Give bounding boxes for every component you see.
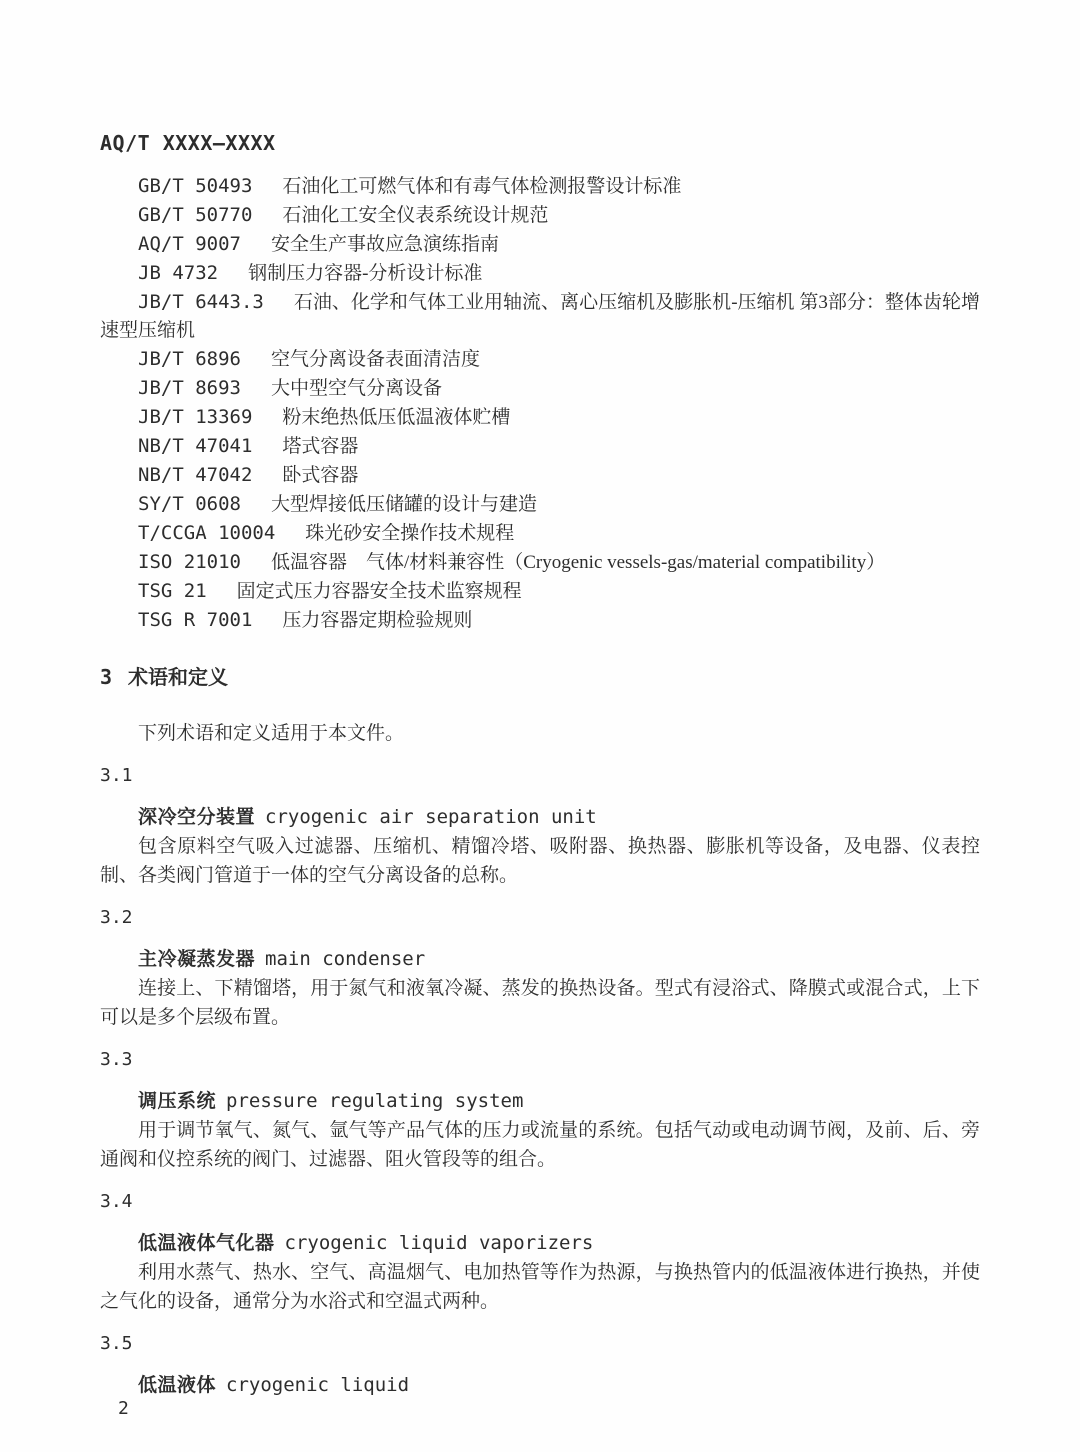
- term-number: 3.1: [100, 765, 133, 786]
- section-intro: 下列术语和定义适用于本文件。: [138, 723, 405, 744]
- term-number: 3.4: [100, 1191, 133, 1212]
- term-definition: 连接上、下精馏塔，用于氮气和液氧冷凝、蒸发的换热设备。型式有浸浴式、降膜式或混合式，上下可以是多个层级布置。: [100, 978, 980, 1028]
- reference-code: GB/T 50770: [138, 204, 253, 226]
- term-block: [100, 1187, 980, 1316]
- term-heading: [100, 803, 980, 832]
- reference-item: [100, 345, 980, 374]
- reference-title: 安全生产事故应急演练指南: [270, 234, 499, 255]
- term-block: [100, 1329, 980, 1400]
- reference-item: [100, 374, 980, 403]
- term-heading: [100, 1371, 980, 1400]
- reference-title: 钢制压力容器-分析设计标准: [248, 263, 483, 284]
- reference-code: JB/T 13369: [138, 406, 253, 428]
- reference-title: 空气分离设备表面清洁度: [270, 349, 480, 370]
- term-definition: 用于调节氧气、氮气、氩气等产品气体的压力或流量的系统。包括气动或电动调节阀，及前、后、旁通阀和仪控系统的阀门、过滤器、阻火管段等的组合。: [100, 1120, 980, 1170]
- term-name-zh: 调压系统: [138, 1091, 217, 1112]
- term-definition: 包含原料空气吸入过滤器、压缩机、精馏冷塔、吸附器、换热器、膨胀机等设备，及电器、仪表控制、各类阀门管道于一体的空气分离设备的总称。: [100, 836, 980, 886]
- reference-code: TSG R 7001: [138, 609, 253, 631]
- reference-code: JB/T 6896: [138, 348, 241, 370]
- reference-title: 压力容器定期检验规则: [282, 610, 473, 631]
- term-heading: [100, 1087, 980, 1116]
- reference-title: 大中型空气分离设备: [270, 378, 442, 399]
- reference-item: [100, 606, 980, 635]
- reference-title: 石油化工可燃气体和有毒气体检测报警设计标准: [282, 176, 682, 197]
- reference-code: AQ/T 9007: [138, 233, 241, 255]
- term-name-en: main condenser: [265, 948, 426, 970]
- reference-item: [100, 432, 980, 461]
- reference-code: JB 4732: [138, 262, 219, 284]
- reference-title: 石油、化学和气体工业用轴流、离心压缩机及膨胀机-压缩机 第3部分：整体齿轮增速型压缩机: [100, 292, 980, 341]
- reference-item: [100, 403, 980, 432]
- reference-title: 粉末绝热低压低温液体贮槽: [282, 407, 511, 428]
- reference-item: [100, 461, 980, 490]
- reference-code: JB/T 6443.3: [138, 291, 264, 313]
- reference-title: 卧式容器: [282, 465, 359, 486]
- reference-title: 珠光砂安全操作技术规程: [305, 523, 515, 544]
- reference-item: [100, 172, 980, 201]
- reference-item: [100, 288, 980, 345]
- reference-item: [100, 548, 980, 577]
- term-heading: [100, 945, 980, 974]
- term-block: [100, 761, 980, 890]
- term-name-en: cryogenic air separation unit: [265, 806, 597, 828]
- references-list: [100, 172, 980, 635]
- term-block: [100, 903, 980, 1032]
- reference-code: T/CCGA 10004: [138, 522, 276, 544]
- term-name-en: cryogenic liquid: [226, 1374, 410, 1396]
- term-block: [100, 1045, 980, 1174]
- term-name-en: cryogenic liquid vaporizers: [284, 1232, 594, 1254]
- reference-title: 固定式压力容器安全技术监察规程: [236, 581, 522, 602]
- page-number: 2: [118, 1398, 129, 1419]
- reference-title: 塔式容器: [282, 436, 359, 457]
- section-title: 术语和定义: [128, 667, 229, 689]
- reference-code: NB/T 47041: [138, 435, 253, 457]
- reference-title: 大型焊接低压储罐的设计与建造: [270, 494, 537, 515]
- reference-code: ISO 21010: [138, 551, 241, 573]
- reference-item: [100, 490, 980, 519]
- reference-item: [100, 230, 980, 259]
- reference-item: [100, 577, 980, 606]
- term-heading: [100, 1229, 980, 1258]
- reference-item: [100, 201, 980, 230]
- reference-code: TSG 21: [138, 580, 207, 602]
- term-definition: 利用水蒸气、热水、空气、高温烟气、电加热管等作为热源，与换热管内的低温液体进行换热，并使之气化的设备，通常分为水浴式和空温式两种。: [100, 1262, 980, 1312]
- term-name-zh: 主冷凝蒸发器: [138, 949, 256, 970]
- reference-title: 低温容器 气体/材料兼容性（Cryogenic vessels-gas/material compatibility）: [270, 552, 886, 573]
- reference-code: NB/T 47042: [138, 464, 253, 486]
- term-name-zh: 低温液体气化器: [138, 1233, 275, 1254]
- section-number: 3: [100, 665, 113, 689]
- reference-code: GB/T 50493: [138, 175, 253, 197]
- reference-item: [100, 259, 980, 288]
- term-name-zh: 深冷空分装置: [138, 807, 256, 828]
- term-name-zh: 低温液体: [138, 1375, 217, 1396]
- reference-title: 石油化工安全仪表系统设计规范: [282, 205, 549, 226]
- term-number: 3.3: [100, 1049, 133, 1070]
- doc-header-code: AQ/T XXXX—XXXX: [100, 131, 276, 155]
- reference-code: JB/T 8693: [138, 377, 241, 399]
- term-number: 3.5: [100, 1333, 133, 1354]
- term-number: 3.2: [100, 907, 133, 928]
- section-heading: [100, 663, 980, 693]
- reference-code: SY/T 0608: [138, 493, 241, 515]
- terms-list: [100, 761, 980, 1400]
- term-name-en: pressure regulating system: [226, 1090, 524, 1112]
- reference-item: [100, 519, 980, 548]
